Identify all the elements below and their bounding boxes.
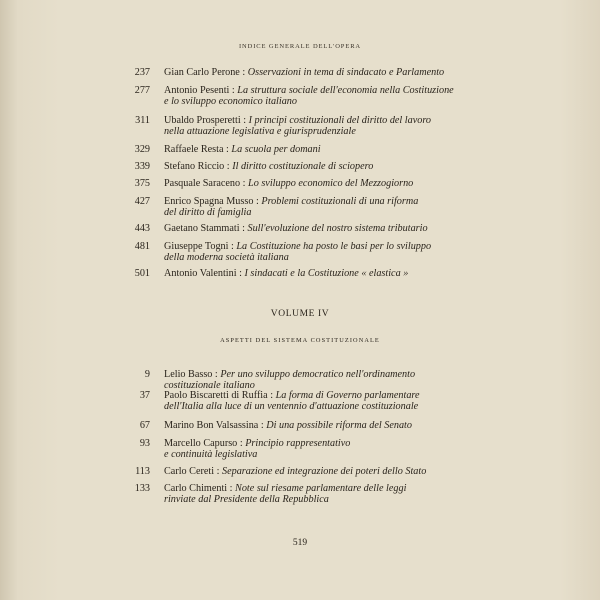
page-ref: 237: [134, 67, 150, 78]
entry-title-line: Problemi costituzionali di una riforma: [261, 196, 419, 207]
entry-title-line: e continuità legislativa: [164, 449, 258, 460]
entry-body: [164, 438, 464, 460]
page-ref: 133: [134, 483, 150, 494]
page-ref: 329: [134, 144, 150, 155]
entry-body: [164, 161, 464, 172]
section-heading: ASPETTI DEL SISTEMA COSTITUZIONALE: [220, 337, 380, 344]
entry-title-line: costituzionale italiano: [164, 380, 255, 391]
page-ref: 481: [134, 241, 150, 252]
entry-title-line: I principi costituzionali del diritto del lavoro: [248, 115, 432, 126]
page-ref: 277: [134, 85, 150, 96]
entry-title-line: La Costituzione ha posto le basi per lo sviluppo: [236, 241, 432, 252]
entry-title-line: della moderna società italiana: [164, 252, 289, 263]
entry-author: Gian Carlo Perone :: [164, 67, 248, 78]
entry-body: [164, 369, 464, 391]
entry-author: Paolo Biscaretti di Ruffia :: [164, 390, 276, 401]
entry-body: [164, 85, 464, 107]
entry-author: Enrico Spagna Musso :: [164, 196, 262, 207]
entry-title-line: Sull'evoluzione del nostro sistema tributario: [247, 223, 428, 234]
page-ref: 375: [134, 178, 150, 189]
page-ref: 311: [135, 115, 150, 126]
entry-title-line: La scuola per domani: [231, 144, 321, 155]
entry-body: [164, 466, 464, 477]
entry-author: Lelio Basso :: [164, 369, 221, 380]
page-ref: 37: [139, 390, 150, 401]
entry-body: [164, 268, 464, 279]
entry-title-line: I sindacati e la Costituzione « elastica »: [244, 268, 409, 279]
entry-title-line: Osservazioni in tema di sindacato e Parlamento: [247, 67, 445, 78]
entry-author: Antonio Pesenti :: [164, 85, 238, 96]
page-ref: 93: [139, 438, 150, 449]
entry-author: Carlo Chimenti :: [164, 483, 236, 494]
entry-title-line: nella attuazione legislativa e giurisprudenziale: [164, 126, 356, 137]
entry-title-line: La forma di Governo parlamentare: [275, 390, 420, 401]
page-ref: 339: [134, 161, 150, 172]
entry-author: Marino Bon Valsassina :: [164, 420, 267, 431]
page-ref: 9: [144, 369, 150, 380]
entry-title-line: rinviate dal Presidente della Repubblica: [164, 494, 329, 505]
entry-author: Carlo Cereti :: [164, 466, 222, 477]
running-head: INDICE GENERALE DELL'OPERA: [238, 43, 362, 50]
entry-body: [164, 115, 464, 137]
entry-author: Marcello Capurso :: [164, 438, 246, 449]
entry-title-line: Di una possibile riforma del Senato: [266, 420, 412, 431]
entry-body: [164, 178, 464, 189]
entry-body: [164, 196, 464, 218]
entry-title-line: Separazione ed integrazione dei poteri dello Stato: [222, 466, 427, 477]
entry-title-line: e lo sviluppo economico italiano: [164, 96, 297, 107]
entry-title-line: La struttura sociale dell'economia nella Costituzione: [237, 85, 454, 96]
page-ref: 67: [139, 420, 150, 431]
entry-author: Ubaldo Prosperetti :: [164, 115, 249, 126]
entry-body: [164, 420, 464, 431]
entry-body: [164, 223, 464, 234]
entry-body: [164, 390, 464, 412]
entry-title-line: Il diritto costituzionale di sciopero: [232, 161, 374, 172]
entry-title-line: dell'Italia alla luce di un ventennio d'attuazione costituzionale: [164, 401, 419, 412]
entry-title-line: Lo sviluppo economico del Mezzogiorno: [248, 178, 414, 189]
entry-title-line: Principio rappresentativo: [245, 438, 351, 449]
page-ref: 113: [135, 466, 150, 477]
entry-title-line: Note sul riesame parlamentare delle leggi: [235, 483, 407, 494]
page-ref: 501: [134, 268, 150, 279]
entry-author: Antonio Valentini :: [164, 268, 245, 279]
volume-heading: VOLUME IV: [270, 309, 330, 319]
entry-author: Gaetano Stammati :: [164, 223, 248, 234]
page-ref: 427: [134, 196, 150, 207]
entry-title-line: del diritto di famiglia: [164, 207, 252, 218]
entry-body: [164, 241, 464, 263]
entry-body: [164, 144, 464, 155]
entry-body: [164, 67, 464, 78]
page-ref: 443: [134, 223, 150, 234]
entry-author: Raffaele Resta :: [164, 144, 232, 155]
entry-author: Giuseppe Togni :: [164, 241, 237, 252]
entry-author: Stefano Riccio :: [164, 161, 233, 172]
page-number: 519: [292, 538, 308, 548]
entry-author: Pasquale Saraceno :: [164, 178, 249, 189]
entry-body: [164, 483, 464, 505]
entry-title-line: Per uno sviluppo democratico nell'ordinamento: [220, 369, 416, 380]
